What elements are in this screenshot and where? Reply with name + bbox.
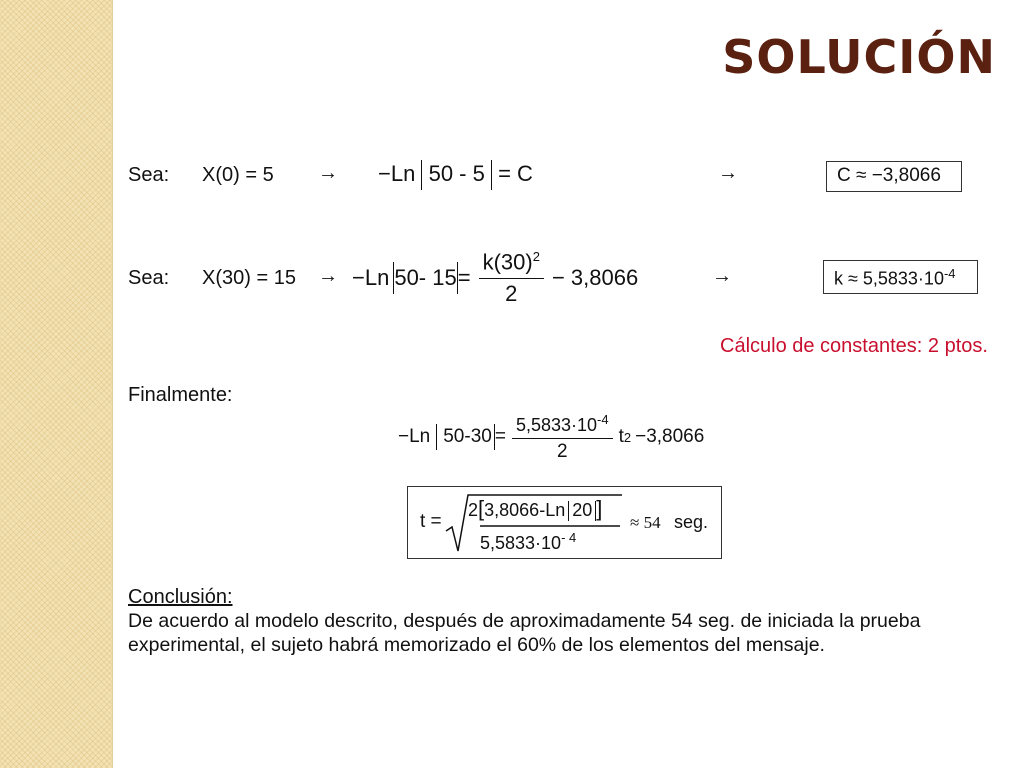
solution-approx: ≈ 54 xyxy=(630,513,661,532)
row1-neg-ln: −Ln xyxy=(378,160,416,186)
row1-label: Sea: xyxy=(128,164,170,186)
abs-bar-left xyxy=(568,501,569,521)
finally-equation xyxy=(398,412,704,462)
solution-num-factor: 2 xyxy=(468,500,479,520)
row2-frac-den: 2 xyxy=(505,280,518,306)
finally-neg-ln: −Ln xyxy=(398,426,431,447)
finally-frac-num: 5,5833·10 xyxy=(515,414,598,435)
solution-num-abs: 20 xyxy=(572,500,593,520)
solution-den: 5,5833·10 xyxy=(480,533,562,553)
row1-arrow-2: → xyxy=(718,162,738,184)
finally-fraction xyxy=(512,412,613,463)
solution-num-inner: 3,8066-Ln xyxy=(484,500,566,520)
row2-abs-inner: 50- 15 xyxy=(394,265,457,290)
grading-note: Cálculo de constantes: 2 ptos. xyxy=(720,335,988,357)
row2-result-exp: -4 xyxy=(943,266,956,281)
row2-label: Sea: xyxy=(128,267,170,289)
conclusion-line-1: De acuerdo al modelo descrito, después de aproximadamente 54 seg. de iniciada la prueba xyxy=(128,610,921,632)
abs-bar-left xyxy=(421,160,422,190)
solution-den-exp: - 4 xyxy=(561,530,577,545)
solution-box xyxy=(407,486,722,559)
row1-rhs: = C xyxy=(498,160,533,186)
row2-condition: X(30) = 15 xyxy=(202,267,296,289)
row1-arrow: → xyxy=(318,162,338,184)
finally-abs-inner: 50-30 xyxy=(443,426,492,447)
row2-result: k ≈ 5,5833·10 xyxy=(834,268,944,289)
finally-frac-den: 2 xyxy=(556,440,568,462)
conclusion-line-2: experimental, el sujeto habrá memorizado el 60% de los elementos del mensaje. xyxy=(128,634,825,656)
row2-equals: = xyxy=(457,265,471,290)
row1-equation xyxy=(378,160,533,190)
row2-equation xyxy=(352,248,638,308)
row1-condition: X(0) = 5 xyxy=(202,164,274,186)
row1-result: C ≈ −3,8066 xyxy=(837,165,941,186)
solution-numerator: 2[3,8066-Ln 20 ] xyxy=(468,496,603,521)
decorative-side-band xyxy=(0,0,113,768)
abs-bar-right xyxy=(491,160,492,190)
finally-t: t xyxy=(618,426,624,447)
row2-neg-ln: −Ln xyxy=(352,265,390,290)
abs-bar-left xyxy=(436,424,437,450)
finally-frac-num-exp: -4 xyxy=(597,411,609,427)
row2-fraction xyxy=(479,249,544,306)
row2-arrow: → xyxy=(318,265,338,287)
slide-title: SOLUCIÓN xyxy=(722,30,996,84)
finally-equals: = xyxy=(494,426,506,447)
row2-arrow-2: → xyxy=(712,265,732,287)
row2-frac-num-exp: 2 xyxy=(532,249,540,265)
row1-result-box xyxy=(826,161,962,192)
conclusion-heading: Conclusión: xyxy=(128,586,233,608)
solution-t-eq: t = xyxy=(420,511,442,532)
row2-tail: − 3,8066 xyxy=(551,265,639,290)
finally-t-exp: 2 xyxy=(623,429,632,445)
solution-unit: seg. xyxy=(674,512,709,532)
row2-result-box xyxy=(823,260,978,294)
solution-denominator xyxy=(480,530,576,554)
row2-frac-num: k(30) xyxy=(482,249,533,275)
row1-abs-inner: 50 - 5 xyxy=(428,160,485,186)
finally-tail: −3,8066 xyxy=(635,426,705,447)
finally-label: Finalmente: xyxy=(128,384,233,406)
